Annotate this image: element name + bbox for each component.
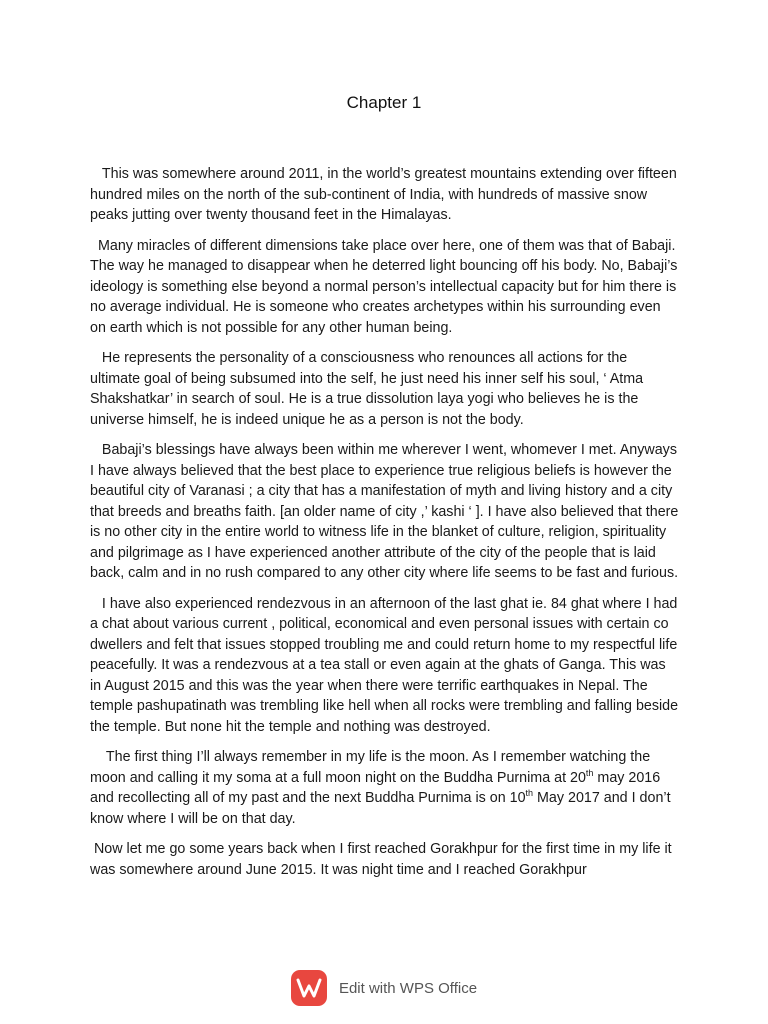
paragraph-text: may 2016 and recollecting all of my past and the next Buddha Purnima is on 10: [90, 769, 661, 806]
ordinal-superscript: th: [525, 788, 534, 798]
paragraph-text: May 2017 and I don’t know where I will be on that day.: [90, 790, 671, 827]
paragraph: [90, 164, 680, 226]
paragraph-text: Now let me go some years back when I first reached Gorakhpur for the first time in my life it was somewhere around June 2015. It was night time and I reached Gorakhpur: [90, 841, 672, 878]
paragraph: [90, 594, 680, 738]
paragraph-text: Babaji’s blessings have always been within me wherever I went, whomever I met. Anyways I have always believed that the best place to experience true religious beliefs is however the beautiful city of Varanasi ; a city that has a manifestation of myth and living history and a city that breeds and breaths faith. [an older name of city ,’ kashi ‘ ]. I have also believed that there is no other city in the entire world to witness life in the blanket of culture, religion, spirituality and pilgrimage as I have experienced another attribute of the city of the people that is laid back, calm and in no rush compared to any other city where life seems to be fast and furious.: [90, 442, 679, 581]
paragraph: [90, 440, 680, 584]
paragraph: [90, 236, 680, 339]
paragraph-text: This was somewhere around 2011, in the world’s greatest mountains extending over fifteen hundred miles on the north of the sub-continent of India, with hundreds of massive snow peaks jutting over twenty thousand feet in the Himalayas.: [90, 166, 677, 223]
wps-edit-label[interactable]: Edit with WPS Office: [338, 979, 478, 997]
wps-logo-icon: [291, 970, 327, 1006]
paragraph: [90, 348, 680, 430]
paragraph-text: I have also experienced rendezvous in an afternoon of the last ghat ie. 84 ghat where I had a chat about various current , political, economical and even personal issues with certain co dwellers and felt that issues stopped troubling me and could return home to my respectful life peacefully. It was a rendezvous at a tea stall or even again at the ghats of Ganga. This was in August 2015 and this was the year when there were terrific earthquakes in Nepal. The temple pashupatinath was trembling like hell when all rocks were trembling and falling beside the temple. But none hit the temple and nothing was destroyed.: [90, 595, 679, 735]
wps-watermark[interactable]: [0, 970, 768, 1006]
chapter-title: Chapter 1: [346, 93, 422, 112]
paragraph-text: Many miracles of different dimensions take place over here, one of them was that of Babaji. The way he managed to disappear when he deterred light bouncing off his body. No, Babaji’s ideology is something else beyond a normal person’s intellectual capacity but for him there is no average individual. He is someone who creates archetypes within his surrounding even on earth which is not possible for any other human being.: [90, 237, 678, 336]
paragraph-text: The first thing I’ll always remember in my life is the moon. As I remember watching the moon and calling it my soma at a full moon night on the Buddha Purnima at 20: [90, 749, 651, 786]
paragraph: [90, 747, 680, 829]
paragraph-text: He represents the personality of a consciousness who renounces all actions for the ultimate goal of being subsumed into the self, he just need his inner self his soul, ‘ Atma Shakshatkar’ in search of soul. He is a true dissolution laya yogi who believes he is the universe himself, he is indeed unique he as a person is not the body.: [90, 350, 644, 428]
paragraph: [90, 839, 680, 880]
ordinal-superscript: th: [585, 767, 594, 778]
document-body: [90, 164, 680, 890]
